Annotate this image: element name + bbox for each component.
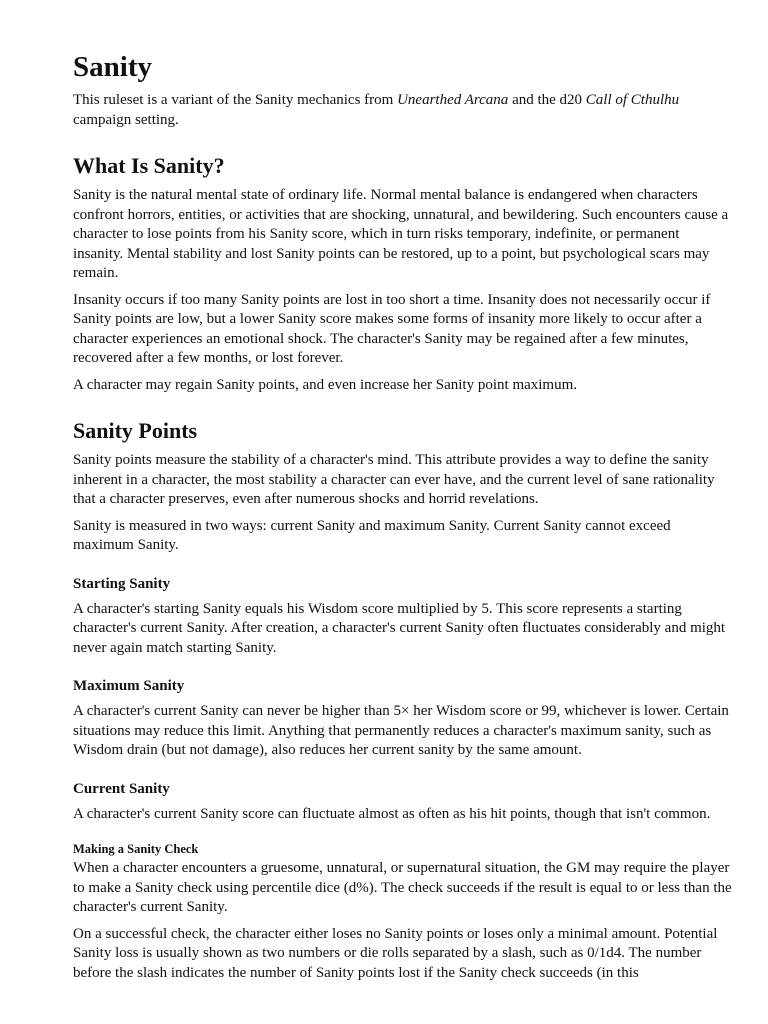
- heading-current-sanity: Current Sanity: [73, 780, 170, 797]
- intro-italic-unearthed-arcana: Unearthed Arcana: [397, 92, 509, 108]
- heading-starting-sanity: Starting Sanity: [73, 575, 171, 592]
- what-is-sanity-paragraph-1: Sanity is the natural mental state of ordinary life. Normal mental balance is endangered when characters confront horrors, entities, or activities that are shocking, unnatural, and bewildering. Such encounters cause a character to lose points from his Sanity score, which in turn risks temporary, indefinite, or permanent insanity. Mental stability and lost Sanity points can be restored, up to a point, but psychological scars may remain.: [73, 187, 729, 281]
- maximum-sanity-paragraph: A character's current Sanity can never be higher than 5× her Wisdom score or 99, whichever is lower. Certain situations may reduce this limit. Anything that permanently reduces a character's maximum sanity, such as Wisdom drain (but not damage), also reduces her current sanity by the same amount.: [73, 703, 729, 758]
- intro-paragraph: [73, 91, 732, 130]
- sanity-check-paragraph-2: On a successful check, the character either loses no Sanity points or loses only a minimal amount. Potential Sanity loss is usually shown as two numbers or die rolls separated by a slash, such as 0/1d4. The number before the slash indicates the number of Sanity points lost if the Sanity check succeeds (in this: [73, 925, 718, 981]
- heading-what-is-sanity: What Is Sanity?: [73, 153, 225, 178]
- sanity-points-paragraph-2: Sanity is measured in two ways: current Sanity and maximum Sanity. Current Sanity cannot exceed maximum Sanity.: [73, 517, 671, 553]
- intro-text-before: This ruleset is a variant of the Sanity mechanics from: [73, 92, 398, 108]
- heading-sanity-points: Sanity Points: [73, 418, 198, 443]
- current-sanity-paragraph: A character's current Sanity score can fluctuate almost as often as his hit points, though that isn't common.: [73, 805, 711, 822]
- what-is-sanity-paragraph-2: Insanity occurs if too many Sanity points are lost in too short a time. Insanity does not necessarily occur if Sanity points are low, but a lower Sanity score makes some forms of insanity more likely to occur after a character experiences an emotional shock. The character's Sanity may be regained after a few minutes, recovered after a few months, or lost forever.: [73, 291, 711, 366]
- what-is-sanity-paragraph-3: A character may regain Sanity points, and even increase her Sanity point maximum.: [73, 376, 578, 393]
- heading-making-a-sanity-check: Making a Sanity Check: [73, 842, 199, 856]
- intro-text-middle: and the d20: [508, 92, 586, 108]
- page-title: Sanity: [73, 51, 152, 83]
- sanity-points-paragraph-1: Sanity points measure the stability of a character's mind. This attribute provides a way to define the sanity inherent in a character, the most stability a character can ever have, and the current level of sane rationality that a character preserves, even after numerous shocks and horrid revelations.: [73, 452, 715, 507]
- intro-text-after: campaign setting.: [73, 111, 179, 128]
- starting-sanity-paragraph: A character's starting Sanity equals his Wisdom score multiplied by 5. This score represents a starting character's current Sanity. After creation, a character's current Sanity often fluctuates considerably and might never again match starting Sanity.: [73, 600, 726, 656]
- heading-maximum-sanity: Maximum Sanity: [73, 678, 185, 694]
- intro-italic-call-of-cthulhu: Call of Cthulhu: [585, 92, 680, 108]
- sanity-check-paragraph-1: When a character encounters a gruesome, unnatural, or supernatural situation, the GM may require the player to make a Sanity check using percentile dice (d%). The check succeeds if the result is equal to or less than the character's current Sanity.: [73, 860, 732, 915]
